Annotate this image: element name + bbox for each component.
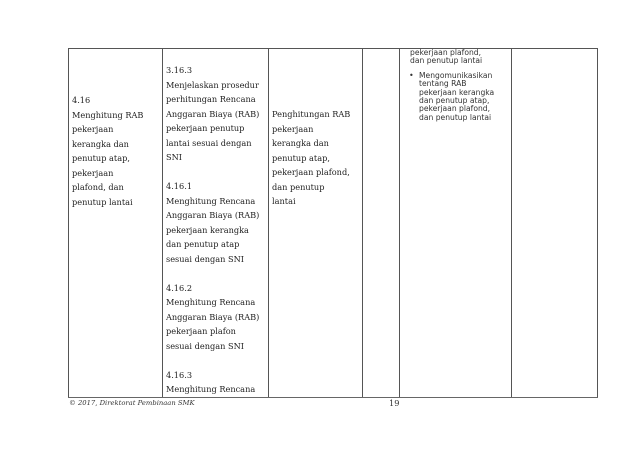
material-line: dan penutup [272, 181, 325, 192]
material-line: penutup atap, [272, 152, 330, 163]
activity-cell [400, 49, 512, 398]
activity-line: dan penutup lantai [410, 56, 483, 66]
competency-line: 3.16.3 [166, 65, 193, 75]
competency-line: Anggaran Biaya (RAB) [166, 210, 260, 220]
indicator-line: pekerjaan [72, 167, 114, 178]
activity-line: dan penutup lantai [419, 112, 492, 122]
competency-line: sesuai dengan SNI [166, 340, 244, 351]
indicator-cell [69, 49, 163, 398]
activity-line: pekerjaan plafond, [419, 104, 491, 114]
activity-line: Mengomunikasikan [419, 70, 493, 80]
activity-line: dan penutup atap, [419, 96, 490, 106]
bullet-icon: • [409, 70, 414, 80]
indicator-line: penutup lantai [72, 196, 133, 207]
indicator-line: penutup atap, [72, 153, 130, 163]
footer-copyright: © 2017, Direktorat Pembinaan SMK [69, 399, 195, 407]
activity-line: pekerjaan kerangka [419, 87, 495, 97]
competency-cell [163, 49, 269, 398]
indicator-line: pekerjaan [72, 124, 114, 134]
footer-divider [68, 397, 598, 398]
competency-line: pekerjaan plafon [166, 326, 236, 336]
indicator-line: 4.16 [72, 95, 91, 105]
competency-line: SNI [166, 152, 183, 162]
competency-block [166, 281, 265, 354]
competency-line: 4.16.3 [166, 369, 193, 380]
activity-list [410, 72, 509, 122]
competency-line: dan penutup atap [166, 239, 240, 249]
competency-line: Menjelaskan prosedur [166, 79, 259, 90]
competency-line: Anggaran Biaya (RAB) [166, 108, 260, 119]
material-line: pekerjaan [272, 123, 314, 134]
page-number: 19 [389, 398, 400, 408]
competency-block [166, 179, 265, 266]
competency-block [166, 368, 265, 397]
material-cell [269, 49, 363, 398]
competency-line: pekerjaan penutup [166, 123, 245, 133]
competency-block [166, 63, 265, 165]
competency-line: lantai sesuai dengan [166, 137, 252, 148]
indicator-line: Menghitung RAB [72, 109, 144, 120]
competency-line: Anggaran Biaya (RAB) [166, 311, 260, 322]
empty-cell [512, 49, 598, 398]
indicator-line: plafond, dan [72, 182, 124, 192]
activity-line: pekerjaan plafond, [410, 48, 482, 57]
list-item [410, 72, 509, 122]
material-line: lantai [272, 196, 296, 206]
indicator-line: kerangka dan [72, 138, 129, 149]
table-row [69, 49, 598, 398]
curriculum-table [68, 48, 598, 398]
empty-cell [363, 49, 400, 398]
competency-line: Menghitung Rencana [166, 384, 256, 394]
competency-line: Menghitung Rencana [166, 297, 256, 307]
activity-line: tentang RAB [419, 79, 467, 89]
material-line: pekerjaan plafond, [272, 167, 350, 177]
competency-line: 4.16.2 [166, 282, 193, 293]
competency-line: 4.16.1 [166, 181, 193, 191]
material-line: kerangka dan [272, 138, 329, 148]
competency-line: pekerjaan kerangka [166, 224, 249, 235]
material-line: Penghitungan RAB [272, 109, 351, 119]
competency-line: Menghitung Rencana [166, 195, 256, 206]
competency-line: perhitungan Rencana [166, 94, 256, 104]
competency-line: sesuai dengan SNI [166, 253, 244, 264]
